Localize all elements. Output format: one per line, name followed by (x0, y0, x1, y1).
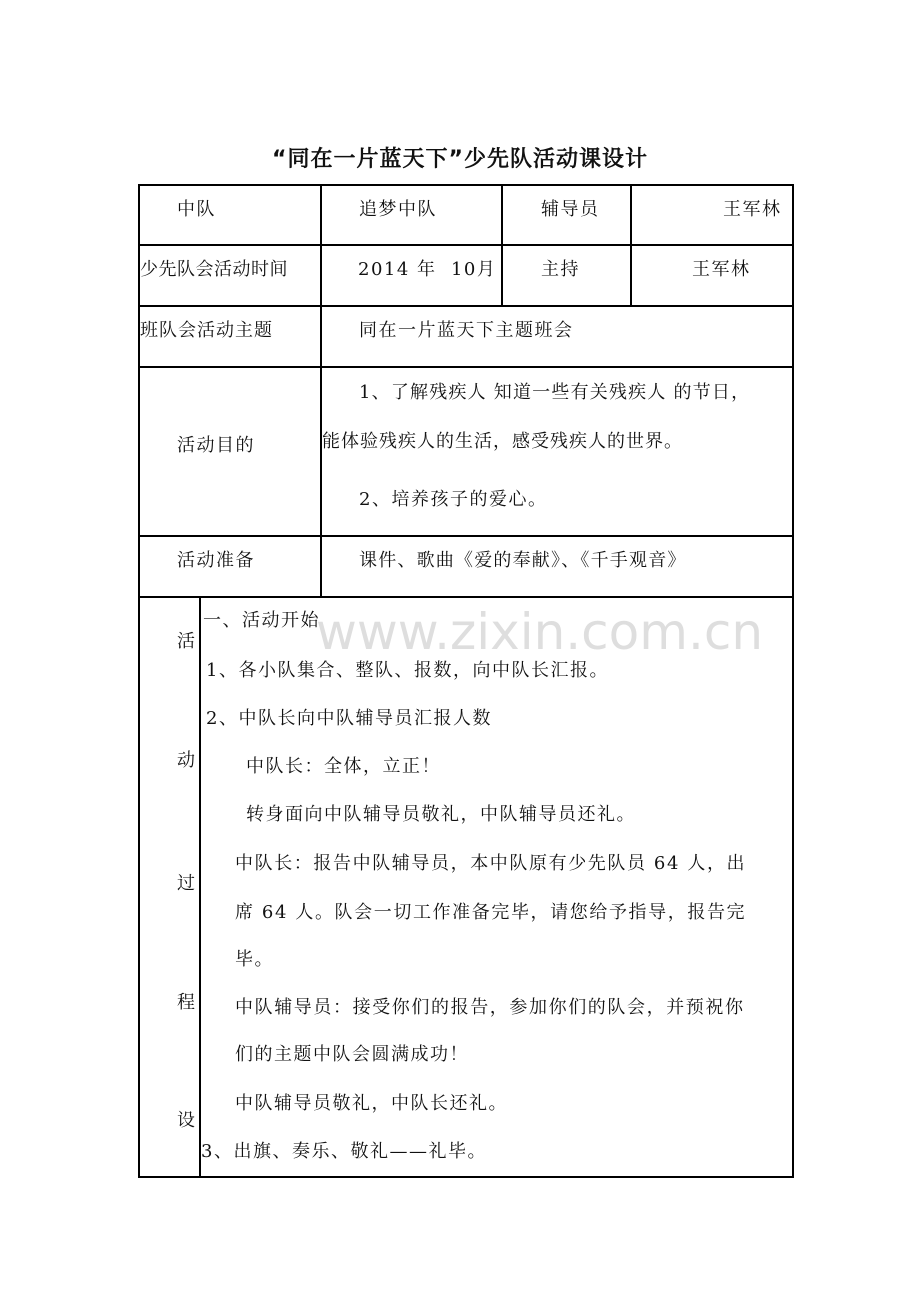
row-divider (138, 535, 794, 537)
process-line: 毕。 (235, 949, 274, 970)
process-label-char: 设 (177, 1110, 195, 1131)
process-line: 们的主题中队会圆满成功！ (235, 1044, 469, 1065)
purpose-line: 1、了解残疾人 知道一些有关残疾人 的节日， (359, 382, 751, 403)
process-label-char: 程 (177, 992, 195, 1013)
host-value: 王军林 (692, 259, 751, 280)
theme-value: 同在一片蓝天下主题班会 (359, 320, 574, 341)
process-label-char: 动 (177, 750, 195, 771)
row-divider (138, 305, 794, 307)
process-line: 中队长：报告中队辅导员，本中队原有少先队员 64 人，出 (235, 853, 747, 874)
host-label: 主持 (541, 259, 580, 280)
table-border (138, 184, 794, 186)
process-line: 席 64 人。队会一切工作准备完毕，请您给予指导，报告完 (235, 902, 747, 923)
activity-time-value: 2014 年 10月 (358, 259, 497, 280)
row-divider (138, 244, 794, 246)
process-line: 3、出旗、奏乐、敬礼——礼毕。 (201, 1141, 487, 1162)
row-divider (138, 366, 794, 368)
preparation-label: 活动准备 (177, 550, 255, 571)
counselor-label: 辅导员 (541, 199, 600, 220)
column-divider (501, 184, 503, 306)
row-divider (138, 596, 794, 598)
process-line: 中队长：全体，立正！ (246, 756, 441, 777)
counselor-value: 王军林 (723, 199, 782, 220)
preparation-value: 课件、歌曲《爱的奉献》、《千手观音》 (359, 550, 687, 571)
squadron-value: 追梦中队 (359, 199, 437, 220)
process-line: 转身面向中队辅导员敬礼，中队辅导员还礼。 (246, 804, 636, 825)
activity-time-label: 少先队会活动时间 (140, 259, 288, 280)
column-divider (630, 184, 632, 306)
purpose-line: 能体验残疾人的生活，感受残疾人的世界。 (322, 431, 683, 452)
process-label-char: 过 (177, 873, 195, 894)
process-label-char: 活 (177, 631, 195, 652)
purpose-label: 活动目的 (177, 435, 255, 456)
watermark: www.zixin.com.cn (316, 603, 764, 661)
page-title: “同在一片蓝天下”少先队活动课设计 (272, 147, 648, 172)
column-divider (199, 596, 201, 1178)
process-line: 中队辅导员敬礼，中队长还礼。 (235, 1093, 508, 1114)
table-border (138, 1176, 794, 1178)
column-divider (320, 184, 322, 596)
process-line: 一、活动开始 (203, 610, 320, 631)
process-line: 1、各小队集合、整队、报数，向中队长汇报。 (206, 660, 609, 681)
squadron-label: 中队 (177, 199, 216, 220)
process-line: 2、中队长向中队辅导员汇报人数 (206, 708, 492, 729)
table-border (792, 184, 794, 1178)
process-line: 中队辅导员：接受你们的报告，参加你们的队会，并预祝你 (235, 997, 745, 1018)
purpose-line: 2、培养孩子的爱心。 (359, 489, 548, 510)
theme-label: 班队会活动主题 (140, 320, 273, 341)
